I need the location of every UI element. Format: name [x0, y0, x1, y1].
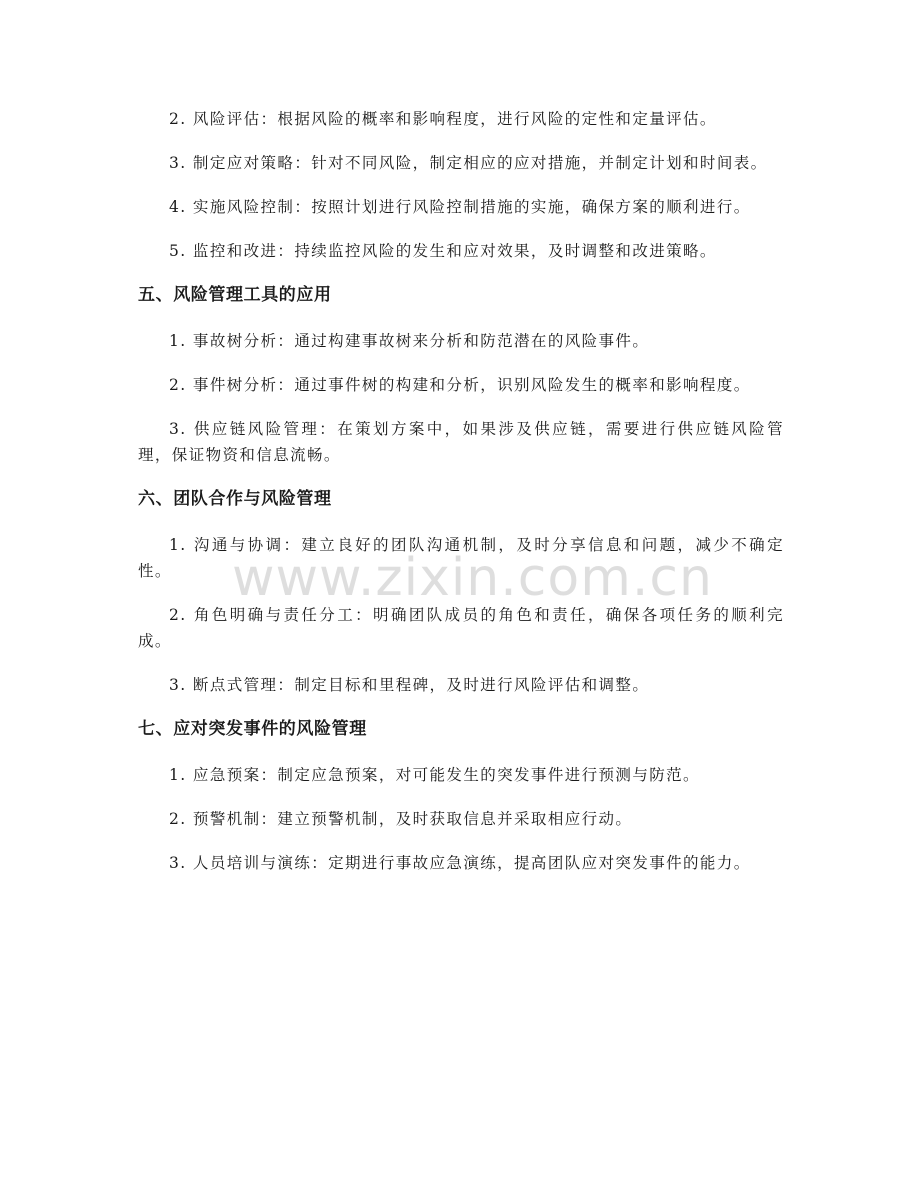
- list-item: 2. 角色明确与责任分工：明确团队成员的角色和责任，确保各项任务的顺利完成。: [138, 606, 784, 650]
- section-heading: 五、风险管理工具的应用: [138, 285, 332, 305]
- list-item: 2. 事件树分析：通过事件树的构建和分析，识别风险发生的概率和影响程度。: [169, 376, 751, 394]
- section-heading: 六、团队合作与风险管理: [138, 489, 332, 509]
- list-item: 1. 事故树分析：通过构建事故树来分析和防范潜在的风险事件。: [169, 332, 650, 350]
- watermark-text: www.zixin.com.cn: [232, 548, 713, 608]
- list-item: 2. 风险评估：根据风险的概率和影响程度，进行风险的定性和定量评估。: [169, 110, 717, 128]
- list-item: 3. 供应链风险管理：在策划方案中，如果涉及供应链，需要进行供应链风险管理，保证物资和信息流畅。: [138, 420, 784, 464]
- list-item: 3. 断点式管理：制定目标和里程碑，及时进行风险评估和调整。: [169, 676, 650, 694]
- section-heading: 七、应对突发事件的风险管理: [138, 719, 367, 739]
- document-body: [138, 106, 784, 894]
- list-item: 2. 预警机制：建立预警机制，及时获取信息并采取相应行动。: [169, 810, 633, 828]
- list-item: 1. 沟通与协调：建立良好的团队沟通机制，及时分享信息和问题，减少不确定性。: [138, 536, 784, 580]
- list-item: 3. 人员培训与演练：定期进行事故应急演练，提高团队应对突发事件的能力。: [169, 854, 751, 872]
- list-item: 5. 监控和改进：持续监控风险的发生和应对效果，及时调整和改进策略。: [169, 242, 717, 260]
- list-item: 4. 实施风险控制：按照计划进行风险控制措施的实施，确保方案的顺利进行。: [169, 198, 751, 216]
- list-item: 1. 应急预案：制定应急预案，对可能发生的突发事件进行预测与防范。: [169, 766, 700, 784]
- list-item: 3. 制定应对策略：针对不同风险，制定相应的应对措施，并制定计划和时间表。: [169, 154, 768, 172]
